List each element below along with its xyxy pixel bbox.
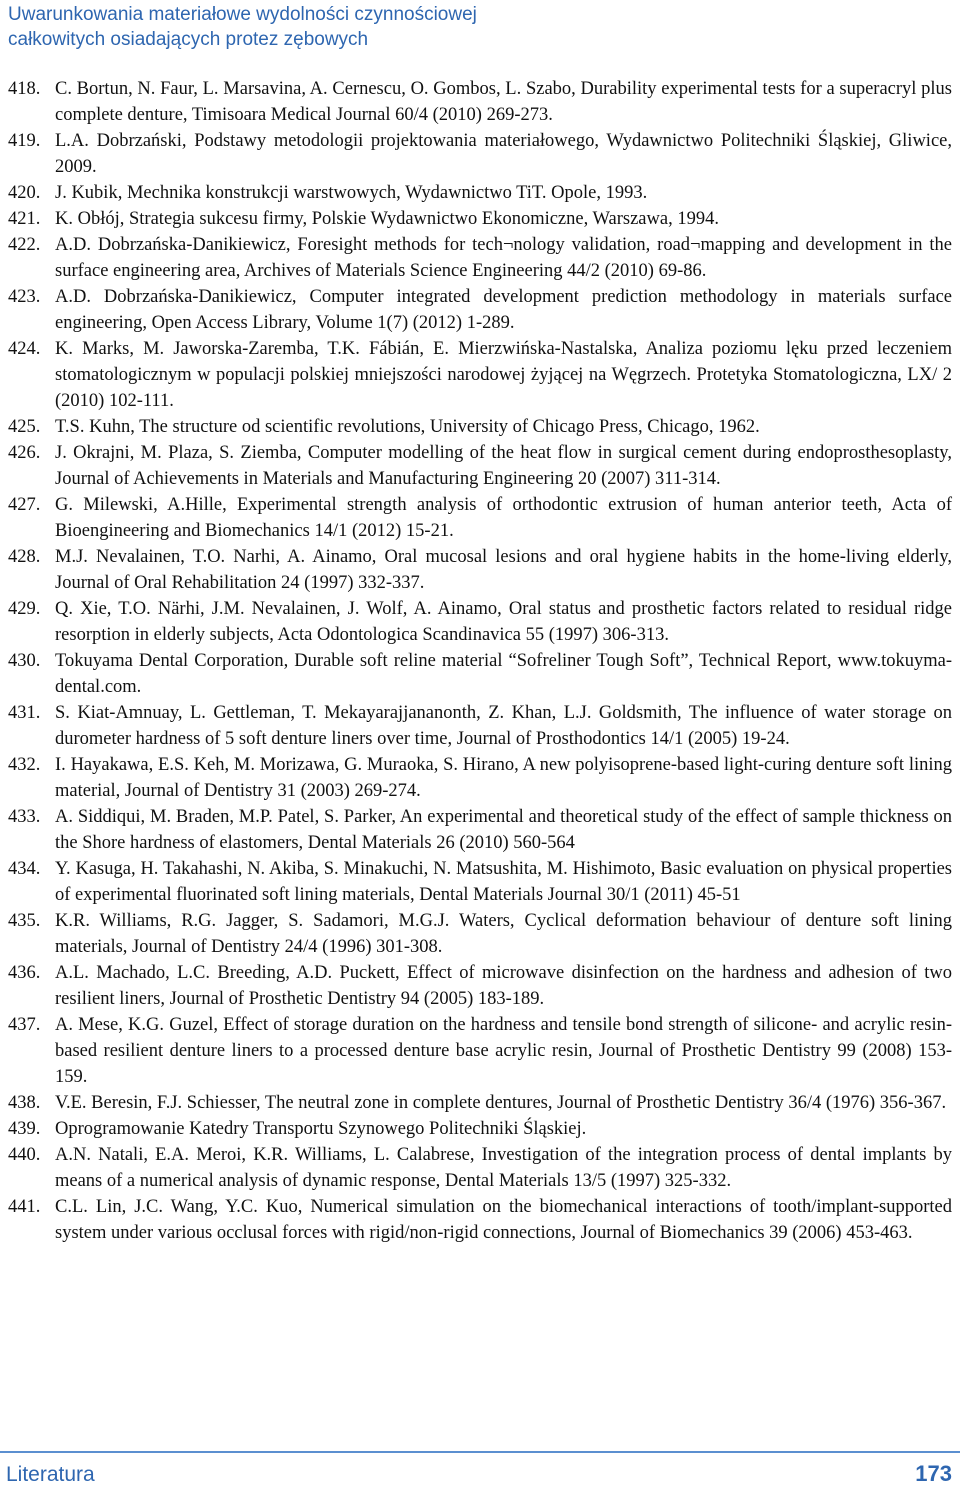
reference-text: Oprogramowanie Katedry Transportu Szynowego Politechniki Śląskiej. [55,1119,587,1139]
reference-text: G. Milewski, A.Hille, Experimental strength analysis of orthodontic extrusion of human anterior teeth, Acta of Bioengineering and Biomechanics 14/1 (2012) 15-21. [55,495,952,541]
reference-number: 418. [8,79,41,99]
reference-number: 436. [8,963,41,983]
reference-item [8,414,952,440]
reference-number: 427. [8,495,41,515]
reference-number: 434. [8,859,41,879]
reference-text: M.J. Nevalainen, T.O. Narhi, A. Ainamo, Oral mucosal lesions and oral hygiene habits in the home-living elderly, Journal of Oral Rehabilitation 24 (1997) 332-337. [55,547,952,593]
reference-text: K. Marks, M. Jaworska-Zaremba, T.K. Fábián, E. Mierzwińska-Nastalska, Analiza poziomu lęku przed leczeniem stomatologicznym w populacji polskiej mniejszości narodowej żyjącej na Węgrzech. Protetyka Stomatologiczna, LX/ 2 (2010) 102-111. [55,339,952,411]
reference-item [8,440,952,492]
reference-number: 429. [8,599,41,619]
reference-number: 441. [8,1197,41,1217]
reference-text: K.R. Williams, R.G. Jagger, S. Sadamori, M.G.J. Waters, Cyclical deformation behaviour of denture soft lining materials, Journal of Dentistry 24/4 (1996) 301-308. [55,911,952,957]
page-number: 173 [915,1461,952,1486]
reference-list [8,76,952,1246]
reference-item [8,1142,952,1194]
running-header-line-2: całkowitych osiadających protez zębowych [8,29,369,50]
reference-item [8,752,952,804]
reference-item [8,492,952,544]
reference-item [8,908,952,960]
reference-item [8,180,952,206]
reference-number: 440. [8,1145,41,1165]
footer-divider [0,1451,960,1453]
reference-item [8,1116,952,1142]
footer-section-title: Literatura [6,1463,95,1486]
reference-item [8,232,952,284]
reference-text: A. Mese, K.G. Guzel, Effect of storage duration on the hardness and tensile bond strength of silicone- and acrylic resin-based resilient denture liners to a processed denture base acrylic resin, Journal of Prosthetic Dentistry 99 (2008) 153-159. [55,1015,952,1087]
reference-text: A.N. Natali, E.A. Meroi, K.R. Williams, L. Calabrese, Investigation of the integration process of dental implants by means of a numerical analysis of dynamic response, Dental Materials 13/5 (1997) 325-332. [55,1145,952,1191]
reference-number: 431. [8,703,41,723]
reference-number: 422. [8,235,41,255]
reference-item [8,648,952,700]
reference-item [8,206,952,232]
reference-number: 420. [8,183,41,203]
reference-number: 419. [8,131,41,151]
reference-number: 435. [8,911,41,931]
reference-text: J. Okrajni, M. Plaza, S. Ziemba, Computer modelling of the heat flow in surgical cement during endoprosthesoplasty, Journal of Achievements in Materials and Manufacturing Engineering 20 (2007) 311-314. [55,443,952,489]
reference-number: 426. [8,443,41,463]
reference-item [8,960,952,1012]
reference-text: V.E. Beresin, F.J. Schiesser, The neutral zone in complete dentures, Journal of Prosthetic Dentistry 36/4 (1976) 356-367. [55,1093,947,1113]
reference-item [8,596,952,648]
reference-text: C. Bortun, N. Faur, L. Marsavina, A. Cernescu, O. Gombos, L. Szabo, Durability experimental tests for a superacryl plus complete denture, Timisoara Medical Journal 60/4 (2010) 269-273. [55,79,952,125]
reference-text: A.D. Dobrzańska-Danikiewicz, Foresight methods for tech¬nology validation, road¬mapping and development in the surface engineering area, Archives of Materials Science Engineering 44/2 (2010) 69-86. [55,235,952,281]
reference-text: C.L. Lin, J.C. Wang, Y.C. Kuo, Numerical simulation on the biomechanical interactions of tooth/implant-supported system under various occlusal forces with rigid/non-rigid connections, Journal of Biomechanics 39 (2006) 453-463. [55,1197,952,1243]
reference-text: A.D. Dobrzańska-Danikiewicz, Computer integrated development prediction methodology in materials surface engineering, Open Access Library, Volume 1(7) (2012) 1-289. [55,287,952,333]
reference-text: L.A. Dobrzański, Podstawy metodologii projektowania materiałowego, Wydawnictwo Politechniki Śląskiej, Gliwice, 2009. [55,131,952,177]
reference-number: 437. [8,1015,41,1035]
reference-text: K. Obłój, Strategia sukcesu firmy, Polskie Wydawnictwo Ekonomiczne, Warszawa, 1994. [55,209,719,229]
reference-item [8,128,952,180]
reference-item [8,804,952,856]
reference-item [8,1012,952,1090]
reference-number: 425. [8,417,41,437]
reference-text: Y. Kasuga, H. Takahashi, N. Akiba, S. Minakuchi, N. Matsushita, M. Hishimoto, Basic evaluation on physical properties of experimental fluorinated soft lining materials, Dental Materials Journal 30/1 (2011) 45-51 [55,859,952,905]
running-header [8,2,708,52]
reference-item [8,1090,952,1116]
reference-item [8,544,952,596]
reference-text: A.L. Machado, L.C. Breeding, A.D. Puckett, Effect of microwave disinfection on the hardness and adhesion of two resilient liners, Journal of Prosthetic Dentistry 94 (2005) 183-189. [55,963,952,1009]
reference-text: J. Kubik, Mechnika konstrukcji warstwowych, Wydawnictwo TiT. Opole, 1993. [55,183,648,203]
reference-number: 439. [8,1119,41,1139]
reference-number: 421. [8,209,41,229]
reference-number: 433. [8,807,41,827]
reference-item [8,336,952,414]
reference-text: T.S. Kuhn, The structure od scientific revolutions, University of Chicago Press, Chicago, 1962. [55,417,760,437]
reference-number: 430. [8,651,41,671]
reference-text: Tokuyama Dental Corporation, Durable soft reline material “Sofreliner Tough Soft”, Technical Report, www.tokuyma-dental.com. [55,651,952,697]
reference-number: 423. [8,287,41,307]
reference-text: Q. Xie, T.O. Närhi, J.M. Nevalainen, J. Wolf, A. Ainamo, Oral status and prosthetic factors related to residual ridge resorption in elderly subjects, Acta Odontologica Scandinavica 55 (1997) 306-313. [55,599,952,645]
reference-item [8,1194,952,1246]
running-header-line-1: Uwarunkowania materiałowe wydolności czynnościowej [8,4,477,25]
reference-item [8,76,952,128]
reference-number: 438. [8,1093,41,1113]
reference-text: S. Kiat-Amnuay, L. Gettleman, T. Mekayarajjananonth, Z. Khan, L.J. Goldsmith, The influence of water storage on durometer hardness of 5 soft denture liners over time, Journal of Prosthodontics 14/1 (2005) 19-24. [55,703,952,749]
reference-item [8,856,952,908]
reference-item [8,700,952,752]
reference-number: 432. [8,755,41,775]
reference-number: 428. [8,547,41,567]
reference-item [8,284,952,336]
reference-text: I. Hayakawa, E.S. Keh, M. Morizawa, G. Muraoka, S. Hirano, A new polyisoprene-based light-curing denture soft lining material, Journal of Dentistry 31 (2003) 269-274. [55,755,952,801]
reference-text: A. Siddiqui, M. Braden, M.P. Patel, S. Parker, An experimental and theoretical study of the effect of sample thickness on the Shore hardness of elastomers, Dental Materials 26 (2010) 560-564 [55,807,952,853]
reference-number: 424. [8,339,41,359]
